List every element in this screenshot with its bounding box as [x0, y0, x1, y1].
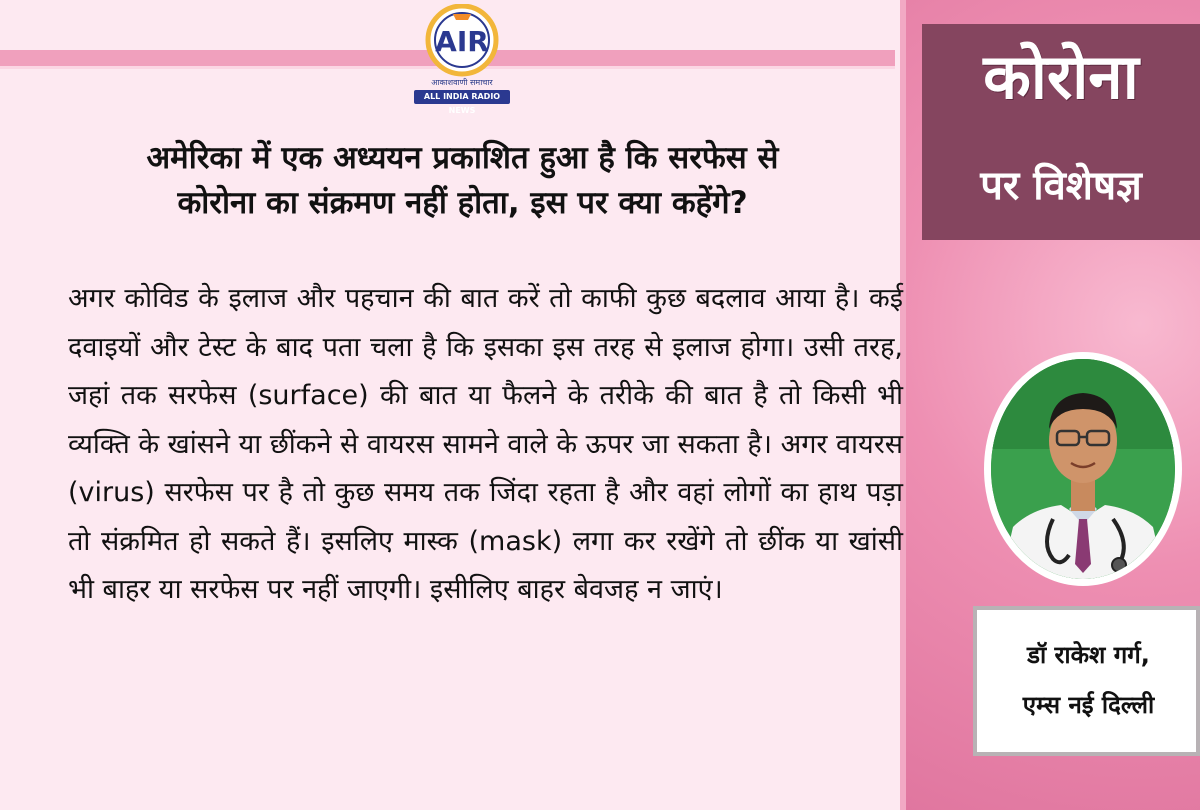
- question-heading: [40, 136, 885, 226]
- answer-paragraph: अगर कोविड के इलाज और पहचान की बात करें तो काफी कुछ बदलाव आया है। कई दवाइयों और टेस्ट के बाद पता चला है कि इसका इस तरह से इलाज होगा। उसी तरह, जहां तक सरफेस (surface) की बात या फैलने के तरीके की बात है तो किसी भी व्यक्ति के खांसने या छींकने से वायरस सामने वाले के ऊपर जा सकता है। अगर वायरस (virus) सरफेस पर है तो कुछ समय तक जिंदा रहता है और वहां लोगों का हाथ पड़ा तो संक्रमित हो सकते हैं। इसलिए मास्क (mask) लगा कर रखेंगे तो छींक या खांसी भी बाहर या सरफेस पर नहीं जाएगी। इसीलिए बाहर बेवजह न जाएं।: [68, 283, 903, 605]
- expert-name: डॉ राकेश गर्ग,: [1027, 641, 1150, 669]
- topic-badge: [922, 24, 1200, 240]
- badge-subtitle: पर विशेषज्ञ: [980, 163, 1142, 209]
- question-line-1: अमेरिका में एक अध्ययन प्रकाशित हुआ है कि सरफेस से: [146, 140, 779, 176]
- logo-text-hindi: आकाशवाणी समाचार: [431, 78, 493, 87]
- expert-name-card: [973, 606, 1200, 756]
- expert-institution: एम्स नई दिल्ली: [1022, 691, 1155, 719]
- expert-photo: [991, 359, 1175, 579]
- svg-text:AIR: AIR: [435, 25, 489, 58]
- logo-text-english: ALL INDIA RADIO NEWS: [414, 90, 510, 104]
- badge-title: कोरोना: [983, 40, 1139, 113]
- question-line-2: कोरोना का संक्रमण नहीं होता, इस पर क्या कहेंगे?: [177, 185, 748, 221]
- doctor-portrait-icon: [991, 359, 1175, 579]
